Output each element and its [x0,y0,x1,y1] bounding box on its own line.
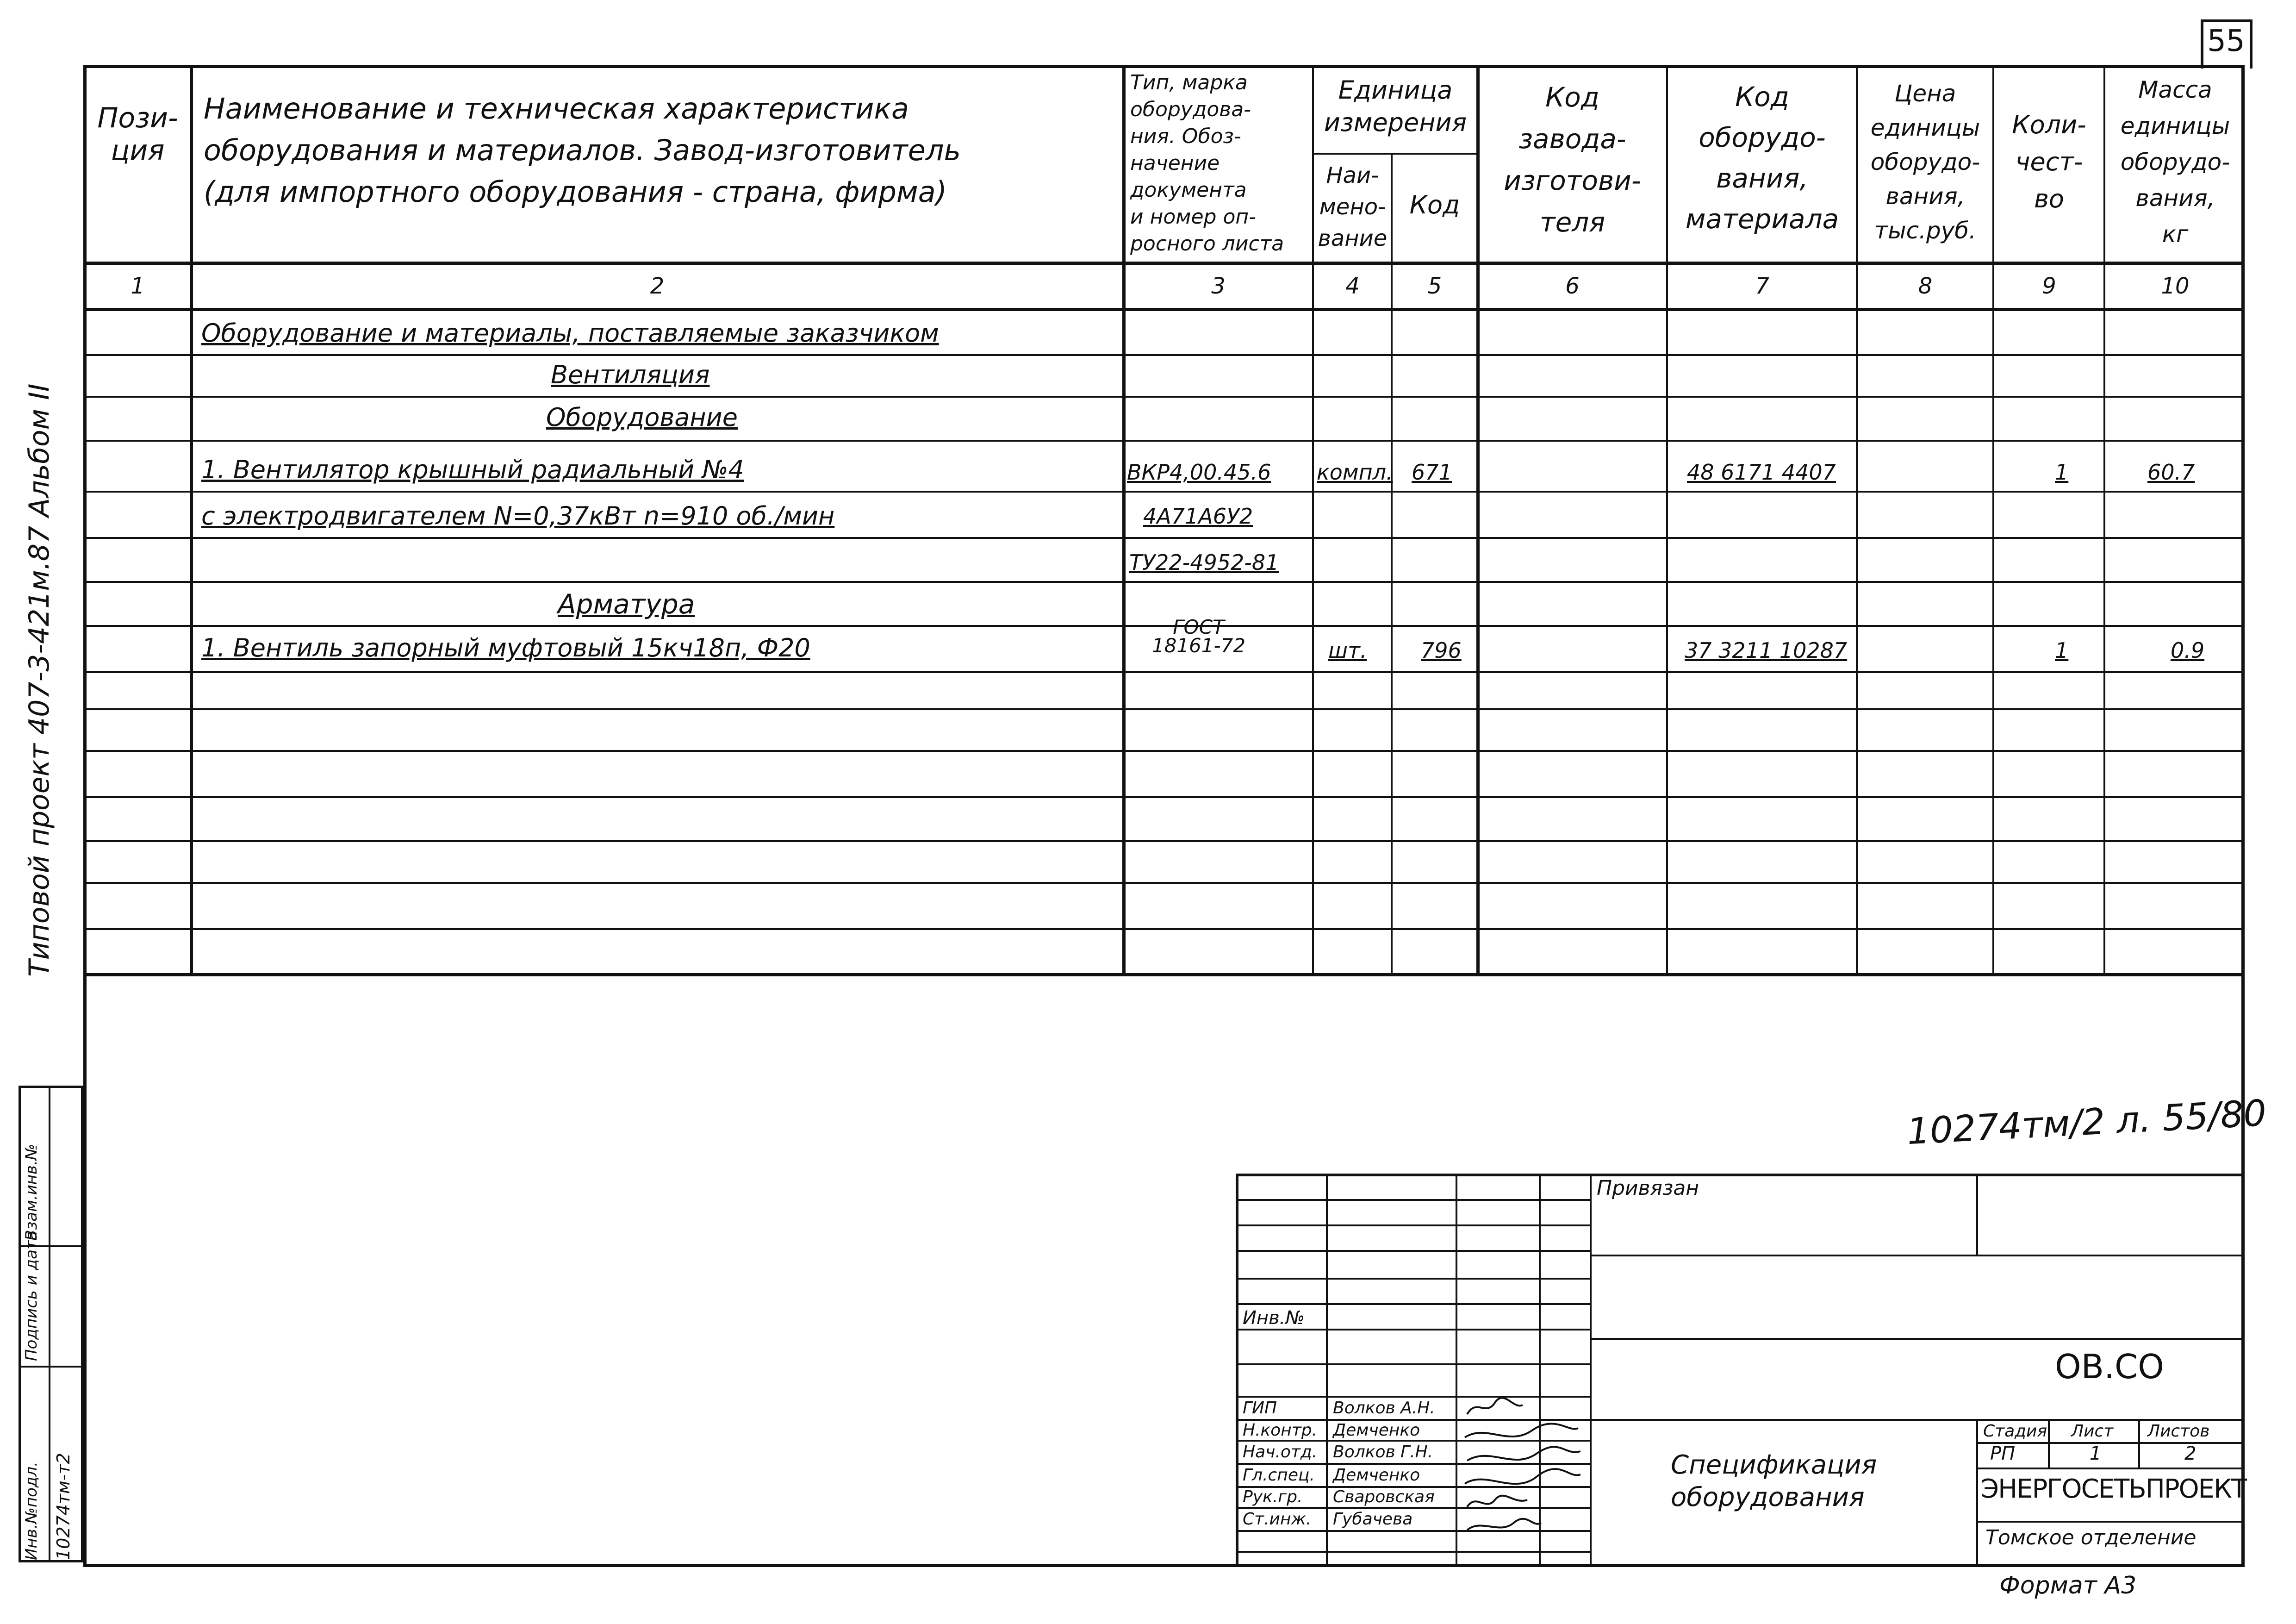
header-factory-code: Код завода- изготови- теля [1504,81,1641,238]
privyazan-label: Привязан [1597,1176,1699,1200]
item-type: 4А71А6У2 [1143,504,1253,529]
col-number: 6 [1565,273,1580,299]
sheets-value: 2 [2184,1443,2196,1464]
item-name: 1. Вентиль запорный муфтовый 15кч18п, Ф20 [201,633,810,662]
archive-number: 10274тм/2 л. 55/80 [1906,1092,2268,1153]
item-qty: 1 [2055,638,2069,663]
signer-role: Нач.отд. [1243,1443,1318,1462]
header-position: Пози- ция [97,102,178,167]
header-unit-name: Наи- мено- вание [1318,162,1388,251]
signer-role: Рук.гр. [1243,1487,1303,1506]
section-heading: Вентиляция [551,360,710,389]
section-heading: Оборудование и материалы, поставляемые заказчиком [201,319,939,348]
header-unit: Единица измерения [1324,75,1467,137]
col-number: 5 [1427,273,1442,299]
replace-inv-label: Взам.инв.№ [22,1143,41,1241]
header-name: Наименование и техническая характеристика оборудования и материалов. Завод-изготовитель (для импортного оборудования - страна, фирма) [204,92,961,209]
header-quantity: Коли- чест- во [2012,110,2086,213]
signer-role: Ст.инж. [1243,1510,1312,1529]
item-qty: 1 [2055,460,2069,485]
col-number: 4 [1345,273,1360,299]
stage-label: Стадия [1983,1422,2047,1441]
inv-no-label: Инв.№ [1243,1307,1305,1329]
header-type: Тип, марка оборудова- ния. Обоз- начение документа и номер оп- росного листа [1130,71,1284,256]
section-heading: Оборудование [546,403,738,432]
sheets-label: Листов [2147,1422,2210,1441]
item-unit: шт. [1328,638,1367,663]
header-equipment-code: Код оборудо- вания, материала [1685,81,1839,235]
col-number: 1 [131,273,145,299]
page-number: 55 [2207,24,2245,58]
signer-name: Сваровская [1333,1487,1435,1506]
item-type: ТУ22-4952-81 [1129,550,1279,575]
col-number: 3 [1211,273,1226,299]
col-number: 2 [650,273,665,299]
item-code: 48 6171 4407 [1687,460,1836,485]
document-title: Спецификация оборудования [1671,1450,1877,1512]
signatures [1458,1396,1587,1558]
section-heading: Арматура [558,588,695,620]
format-label: Формат А3 [1999,1572,2137,1599]
sheet-label: Лист [2071,1422,2114,1441]
item-name: 1. Вентилятор крышный радиальный №4 [201,455,744,484]
sheet-value: 1 [2090,1443,2102,1464]
signer-name: Демченко [1333,1466,1420,1485]
item-mass: 0.9 [2171,638,2205,663]
item-unit: компл. [1317,460,1393,485]
col-number: 8 [1918,273,1933,299]
item-name: с электродвигателем N=0,37кВт n=910 об./мин [201,501,835,531]
item-type: ГОСТ 18161-72 [1151,616,1246,657]
item-unit-code: 796 [1421,638,1462,663]
signer-role: Гл.спец. [1243,1466,1315,1485]
col-number: 9 [2042,273,2056,299]
side-project-label: Типовой проект 407-3-421м.87 Альбом II [23,383,56,977]
signer-name: Губачева [1333,1510,1413,1529]
item-mass: 60.7 [2147,460,2195,485]
signer-name: Волков А.Н. [1333,1399,1435,1418]
col-number: 7 [1755,273,1769,299]
doc-code: ОВ.СО [2055,1347,2164,1386]
branch: Томское отделение [1985,1526,2196,1549]
signer-role: Н.контр. [1243,1421,1318,1440]
item-code: 37 3211 10287 [1685,638,1848,663]
col-number: 10 [2161,273,2190,299]
item-unit-code: 671 [1412,460,1452,485]
inv-label: Инв.№подл. [22,1462,41,1560]
signer-role: ГИП [1243,1399,1277,1418]
organization: ЭНЕРГОСЕТЬПРОЕКТ [1981,1474,2246,1504]
header-unit-code: Код [1409,190,1460,219]
signer-name: Демченко [1333,1421,1420,1440]
item-type: ВКР4,00.45.6 [1127,460,1271,485]
signature-date-label: Подпись и дата [22,1230,41,1361]
stage-value: РП [1990,1443,2016,1464]
inv-value: 10274тм-т2 [53,1453,74,1560]
header-price: Цена единицы оборудо- вания, тыс.руб. [1870,80,1980,244]
header-mass: Масса единицы оборудо- вания, кг [2120,76,2230,248]
signer-name: Волков Г.Н. [1333,1443,1433,1462]
